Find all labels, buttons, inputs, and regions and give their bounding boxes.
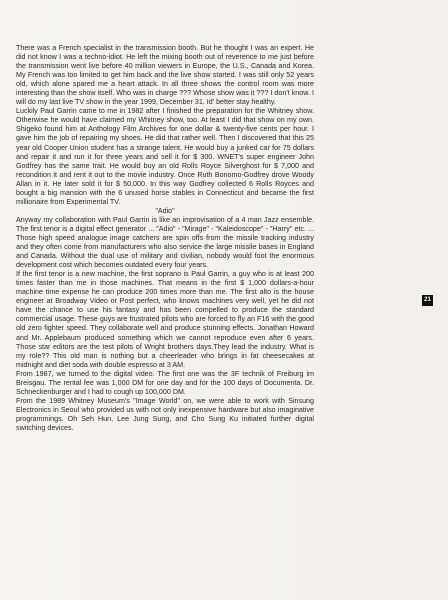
paragraph-jazz-ensemble: Anyway my collaboration with Paul Garrin is like an improvisation of a 4 man Jazz ensemble. The first tenor is a digital effect generator ... "Adio" - "Mirage" - "Kaleidoscope" - "Harry" etc. ... Those high speed analogue image catchers are spin offs from the missile tracking industry and they often come from manufacturers who also service the large missile bases in England and Canada. Without the dual use of military and civilian, nobody would foot the enormous development cost which becomes outdated every four years.	[16, 215, 314, 270]
page-number-badge: 21	[422, 295, 433, 306]
body-text-column	[16, 44, 314, 433]
paragraph-paul-garrin: Luckily Paul Garrin came to me in 1982 after I finished the preparation for the Whitney show. Otherwise he would have claimed my Whitney show, too. At least I did that show on my own. Shigeko found him at Anthology Film Archives for one dollar & twenty-five cents per hour. I gave him the job of repairing my shoes. He did that rather well. Then I discovered that this 25 year old Cooper Union student has a strange talent. He would buy a junked car for 75 dollars and repair it and run it for three years and sell it for $ 300. WNET's super engineer John Godfrey has the same trait. He would buy an old Rolls Royce Silverghost for $ 7,000 and recondition it and rent it out to the movie industry. Once Ruth Bonomo-Godfrey drove Woody Allan in it. He later sold it for $ 50,000. In this way Godfrey collected 6 Rolls Royces and bought a big mansion with the 6 unused horse stables in Connecticut and became the first millionaire from Experimental TV.	[16, 107, 314, 206]
paragraph-image-world: From the 1989 Whitney Museum's "Image World" on, we were able to work with Sinsung Electronics in Seoul who provided us with not only inexpensive hardware but also imaginative programmings. Oh Seh Hun, Lee Jung Sung, and Cho Sung Ku initiated further digital switching devices.	[16, 396, 314, 432]
paragraph-digital-video: From 1987, we turned to the digital video. The first one was the 3F technik of Freiburg im Breisgau. The rental fee was 1,000 DM for one day and for the 100 days of Documenta. Dr. Schneckenburger and I had to cough up 100,000 DM.	[16, 369, 314, 396]
paragraph-first-tenor: If the first tenor is a new machine, the first soprano is Paul Garrin, a guy who is at least 200 times faster than me in those machines. That means in the first $ 1,000 dollars-a-hour machine time expense he can produce 200 times more than me. The first alto is the house engineer at Broadway Video or Post perfect, who knows machines very well, yet he did not have the chance to use his fantasy and has been compelled to produce the standard commercial usage. These guys are frustrated pilots who are forced to fly an F16 with the good old zero fighter speed. They collaborate well and produce stunning effects. Jonathan Howard and Mr. Applebaum produced something which we cannot reproduce even after 6 years. Those star editors are the test pilots of Wright brothers days.They lead the industry. What is my role?? This old man is nothing but a cheerleader who brings in fat cheesecakes at midnight and diet soda with double espresso at 3 AM.	[16, 270, 314, 369]
paragraph-transmission-booth: There was a French specialist in the transmission booth. But he thought I was an expert. He did not know I was a techno-idiot. He left the mixing booth out of reverence to me just before the transmission went live before 40 million viewers in Europe, the U.S., Canada and Korea. My French was too limited to get him back and the live show started. I was still only 52 years old, which alone spared me a heart attack. In all three shows the control room was more interesting than the show itself. Who was in charge ??? Whose show was it ??? I don't know. I will do my last live TV show in the year 1999, December 31. Id' better stay healthy.	[16, 44, 314, 107]
section-heading-adio: "Adio"	[155, 206, 175, 215]
